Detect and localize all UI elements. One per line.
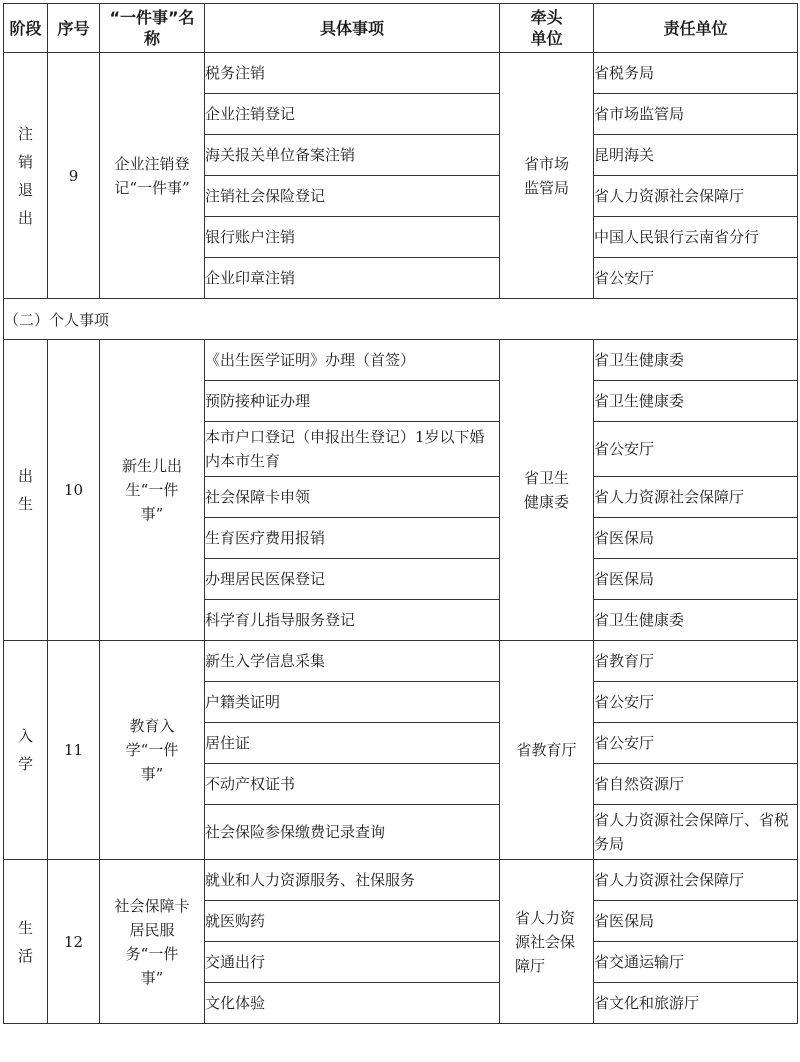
- unit-cell: 昆明海关: [594, 135, 798, 176]
- unit-cell: 省公安厅: [594, 723, 798, 764]
- header-stage: 阶段: [4, 4, 48, 53]
- header-seq: 序号: [48, 4, 100, 53]
- item-cell: 银行账户注销: [205, 217, 500, 258]
- name-cell: 教育入学“一件事”: [100, 641, 205, 860]
- item-cell: 办理居民医保登记: [205, 559, 500, 600]
- item-cell: 企业印章注销: [205, 258, 500, 299]
- seq-cell: 11: [48, 641, 100, 860]
- unit-cell: 省市场监管局: [594, 94, 798, 135]
- stage-cell: 出生: [4, 340, 48, 641]
- item-cell: 《出生医学证明》办理（首签）: [205, 340, 500, 381]
- unit-cell: 省人力资源社会保障厅: [594, 477, 798, 518]
- unit-cell: 省卫生健康委: [594, 381, 798, 422]
- table-row: [4, 860, 798, 901]
- unit-cell: 省医保局: [594, 559, 798, 600]
- unit-cell: 省自然资源厅: [594, 764, 798, 805]
- stage-cell: 入学: [4, 641, 48, 860]
- table-row: [4, 340, 798, 381]
- item-cell: 社会保障卡申领: [205, 477, 500, 518]
- unit-cell: 省文化和旅游厅: [594, 983, 798, 1024]
- item-cell: 企业注销登记: [205, 94, 500, 135]
- stage-cell: 生活: [4, 860, 48, 1024]
- seq-cell: 9: [48, 53, 100, 299]
- item-cell: 注销社会保险登记: [205, 176, 500, 217]
- seq-cell: 10: [48, 340, 100, 641]
- unit-cell: 省人力资源社会保障厅: [594, 176, 798, 217]
- table-row: [4, 641, 798, 682]
- unit-cell: 省人力资源社会保障厅、省税务局: [594, 805, 798, 860]
- unit-cell: 省交通运输厅: [594, 942, 798, 983]
- unit-cell: 省医保局: [594, 518, 798, 559]
- unit-cell: 中国人民银行云南省分行: [594, 217, 798, 258]
- item-cell: 居住证: [205, 723, 500, 764]
- unit-cell: 省公安厅: [594, 422, 798, 477]
- name-cell: 新生儿出生“一件事”: [100, 340, 205, 641]
- header-name: “一件事”名称: [100, 4, 205, 53]
- item-cell: 税务注销: [205, 53, 500, 94]
- item-cell: 本市户口登记（申报出生登记）1岁以下婚内本市生育: [205, 422, 500, 477]
- item-cell: 海关报关单位备案注销: [205, 135, 500, 176]
- item-cell: 就业和人力资源服务、社保服务: [205, 860, 500, 901]
- name-cell: 企业注销登记“一件事”: [100, 53, 205, 299]
- item-cell: 交通出行: [205, 942, 500, 983]
- unit-cell: 省卫生健康委: [594, 340, 798, 381]
- item-cell: 科学育儿指导服务登记: [205, 600, 500, 641]
- seq-cell: 12: [48, 860, 100, 1024]
- lead-cell: 省市场监管局: [500, 53, 594, 299]
- header-items: 具体事项: [205, 4, 500, 53]
- name-cell: 社会保障卡居民服务“一件事”: [100, 860, 205, 1024]
- unit-cell: 省公安厅: [594, 258, 798, 299]
- section-title: （二）个人事项: [4, 299, 798, 340]
- header-lead: 牵头单位: [500, 4, 594, 53]
- unit-cell: 省教育厅: [594, 641, 798, 682]
- item-cell: 户籍类证明: [205, 682, 500, 723]
- header-row: [4, 4, 798, 53]
- item-cell: 文化体验: [205, 983, 500, 1024]
- item-cell: 生育医疗费用报销: [205, 518, 500, 559]
- unit-cell: 省医保局: [594, 901, 798, 942]
- item-cell: 社会保险参保缴费记录查询: [205, 805, 500, 860]
- item-cell: 新生入学信息采集: [205, 641, 500, 682]
- unit-cell: 省人力资源社会保障厅: [594, 860, 798, 901]
- lead-cell: 省卫生健康委: [500, 340, 594, 641]
- service-matters-table: [3, 3, 798, 1024]
- section-row: [4, 299, 798, 340]
- unit-cell: 省公安厅: [594, 682, 798, 723]
- lead-cell: 省教育厅: [500, 641, 594, 860]
- item-cell: 不动产权证书: [205, 764, 500, 805]
- item-cell: 就医购药: [205, 901, 500, 942]
- stage-cell: 注销退出: [4, 53, 48, 299]
- unit-cell: 省卫生健康委: [594, 600, 798, 641]
- item-cell: 预防接种证办理: [205, 381, 500, 422]
- lead-cell: 省人力资源社会保障厅: [500, 860, 594, 1024]
- header-resp: 责任单位: [594, 4, 798, 53]
- table-row: [4, 53, 798, 94]
- unit-cell: 省税务局: [594, 53, 798, 94]
